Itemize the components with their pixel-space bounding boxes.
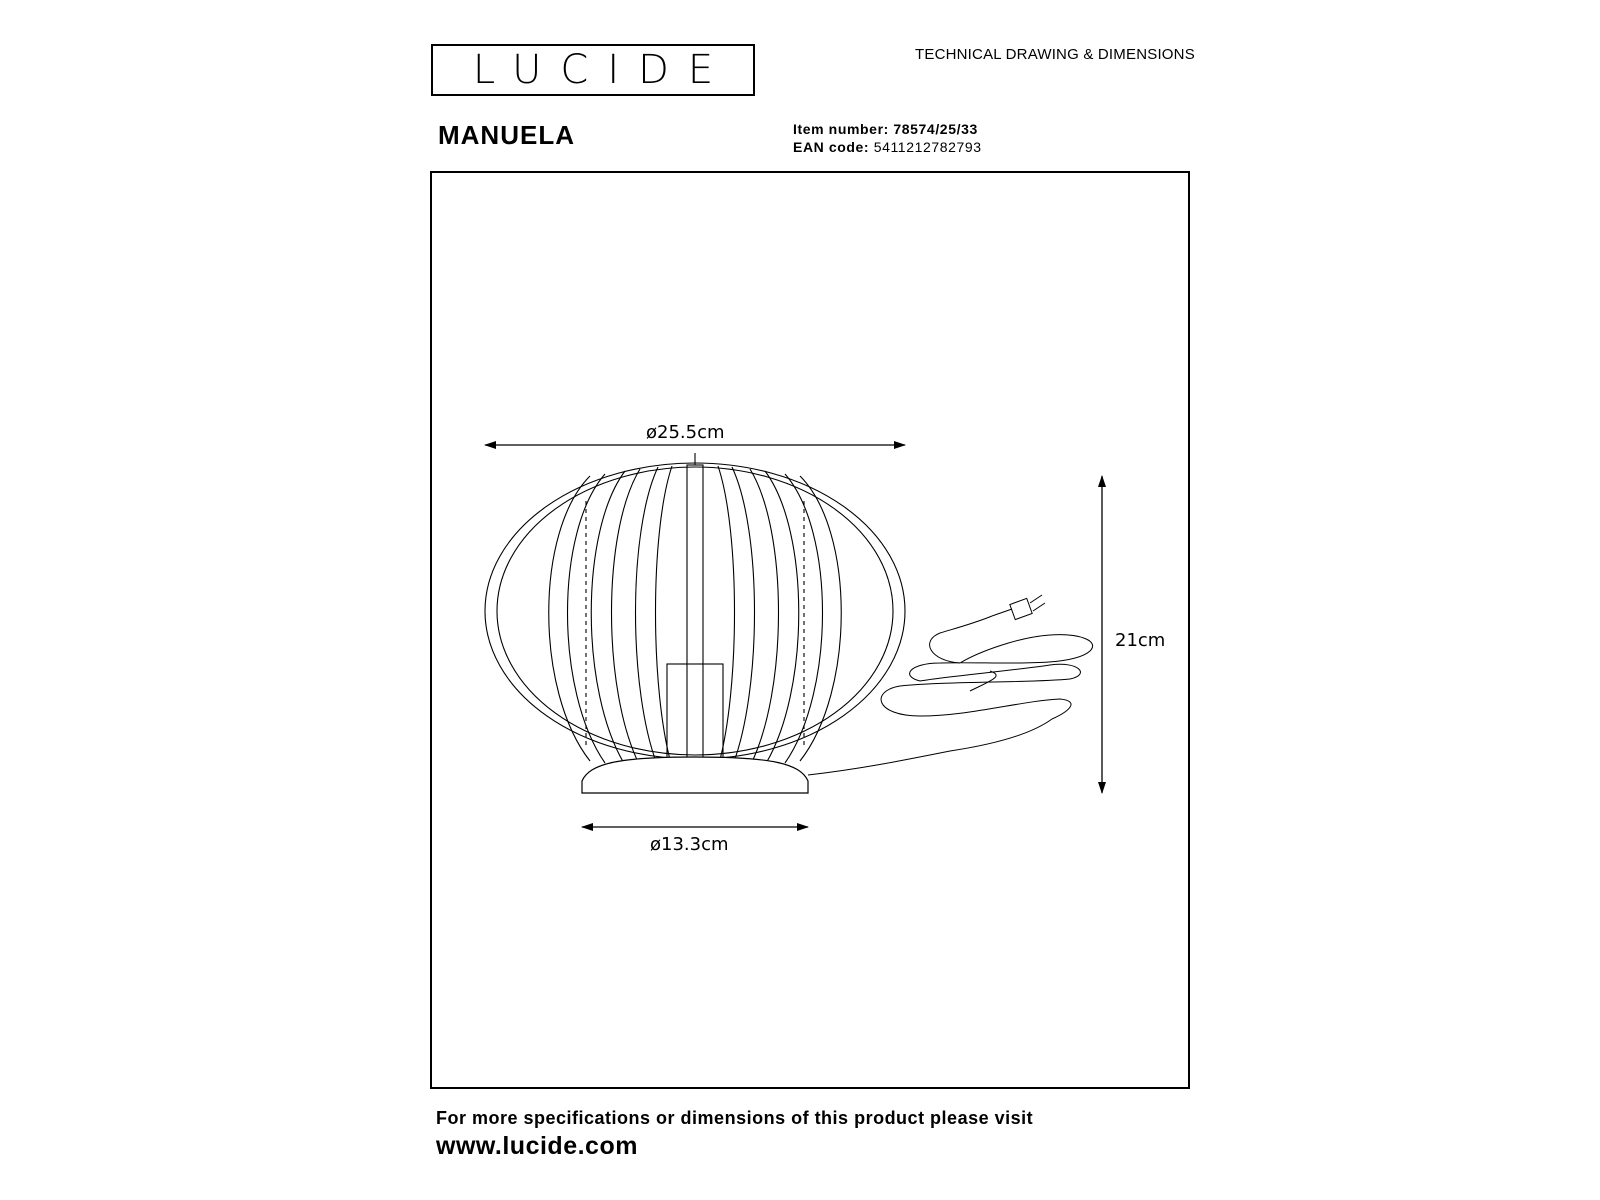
lamp-base <box>582 757 808 793</box>
footer-note: For more specifications or dimensions of this product please visit <box>436 1108 1034 1128</box>
product-name: MANUELA <box>438 120 575 150</box>
base-diameter-label: ø13.3cm <box>650 834 729 855</box>
ean-value: 5411212782793 <box>873 139 982 155</box>
technical-drawing <box>430 171 1190 1089</box>
lamp-shade <box>485 453 905 767</box>
item-number-row <box>793 120 982 138</box>
top-diameter-label: ø25.5cm <box>646 422 725 443</box>
footer-url[interactable]: www.lucide.com <box>436 1132 638 1160</box>
item-number-value: 78574/25/33 <box>893 121 978 137</box>
height-label: 21cm <box>1115 630 1166 651</box>
brand-logo <box>431 44 755 96</box>
ean-row <box>793 138 982 156</box>
product-meta <box>793 120 982 156</box>
power-cable <box>808 595 1093 775</box>
item-number-label: Item number: <box>793 121 889 137</box>
ean-label: EAN code: <box>793 139 870 155</box>
logo-text: LUCIDE <box>472 47 733 93</box>
document-title: TECHNICAL DRAWING & DIMENSIONS <box>915 46 1195 63</box>
